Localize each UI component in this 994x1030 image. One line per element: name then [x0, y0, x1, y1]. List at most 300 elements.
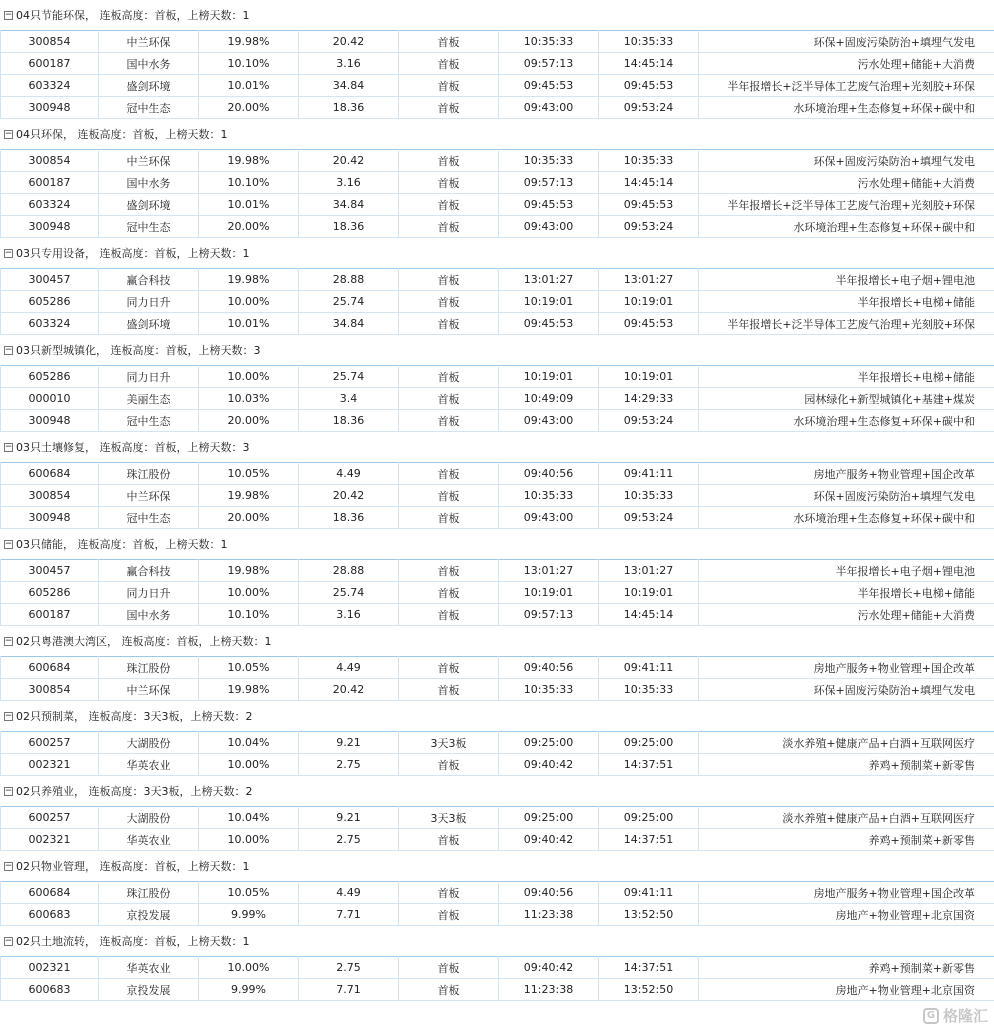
- last-limit-time-cell: 10:19:01: [599, 366, 699, 388]
- price-cell: 25.74: [299, 582, 399, 604]
- first-limit-time-cell: 09:57:13: [499, 604, 599, 626]
- sector-stock-table: [0, 806, 994, 851]
- concept-tags-cell: 污水处理+储能+大消费: [699, 172, 994, 194]
- table-row[interactable]: [1, 560, 994, 582]
- stock-code-cell: 002321: [1, 754, 99, 776]
- stock-code-cell: 600683: [1, 979, 99, 1001]
- last-limit-time-cell: 14:45:14: [599, 604, 699, 626]
- table-row[interactable]: [1, 829, 994, 851]
- last-limit-time-cell: 13:01:27: [599, 560, 699, 582]
- first-limit-time-cell: 11:23:38: [499, 904, 599, 926]
- board-height-cell: 首板: [399, 679, 499, 701]
- board-height-cell: 首板: [399, 194, 499, 216]
- table-row[interactable]: [1, 194, 994, 216]
- change-pct-cell: 19.98%: [199, 485, 299, 507]
- price-cell: 7.71: [299, 904, 399, 926]
- change-pct-cell: 10.01%: [199, 313, 299, 335]
- concept-tags-cell: 水环境治理+生态修复+环保+碳中和: [699, 97, 994, 119]
- stock-name-cell: 中兰环保: [99, 31, 199, 53]
- stock-name-cell: 京投发展: [99, 904, 199, 926]
- stock-code-cell: 605286: [1, 582, 99, 604]
- last-limit-time-cell: 10:35:33: [599, 150, 699, 172]
- sector-group: [0, 238, 994, 335]
- sector-stock-table: [0, 881, 994, 926]
- price-cell: 9.21: [299, 807, 399, 829]
- stock-code-cell: 300854: [1, 150, 99, 172]
- stock-code-cell: 300457: [1, 269, 99, 291]
- sector-group-header[interactable]: [0, 0, 994, 30]
- sector-group-title: 02只养殖业， 连板高度：3天3板，上榜天数：2: [16, 785, 253, 798]
- sector-group: [0, 926, 994, 1001]
- sector-stock-table: [0, 956, 994, 1001]
- sector-group-header[interactable]: [0, 926, 994, 956]
- collapse-toggle-icon[interactable]: −: [4, 247, 13, 258]
- collapse-toggle-icon[interactable]: −: [4, 441, 13, 452]
- first-limit-time-cell: 10:35:33: [499, 150, 599, 172]
- price-cell: 18.36: [299, 410, 399, 432]
- table-row[interactable]: [1, 269, 994, 291]
- board-height-cell: 首板: [399, 979, 499, 1001]
- board-height-cell: 首板: [399, 882, 499, 904]
- stock-code-cell: 300948: [1, 507, 99, 529]
- change-pct-cell: 10.00%: [199, 829, 299, 851]
- price-cell: 3.16: [299, 53, 399, 75]
- concept-tags-cell: 环保+固废污染防治+填埋气发电: [699, 150, 994, 172]
- table-row[interactable]: [1, 979, 994, 1001]
- table-row[interactable]: [1, 732, 994, 754]
- last-limit-time-cell: 09:53:24: [599, 410, 699, 432]
- stock-code-cell: 603324: [1, 194, 99, 216]
- board-height-cell: 首板: [399, 388, 499, 410]
- first-limit-time-cell: 09:25:00: [499, 807, 599, 829]
- price-cell: 34.84: [299, 75, 399, 97]
- collapse-toggle-icon[interactable]: −: [4, 9, 13, 20]
- table-row[interactable]: [1, 31, 994, 53]
- price-cell: 4.49: [299, 657, 399, 679]
- table-row[interactable]: [1, 75, 994, 97]
- change-pct-cell: 10.10%: [199, 604, 299, 626]
- change-pct-cell: 10.00%: [199, 291, 299, 313]
- change-pct-cell: 9.99%: [199, 979, 299, 1001]
- board-height-cell: 首板: [399, 582, 499, 604]
- stock-name-cell: 华英农业: [99, 829, 199, 851]
- board-height-cell: 3天3板: [399, 732, 499, 754]
- table-row[interactable]: [1, 53, 994, 75]
- price-cell: 28.88: [299, 560, 399, 582]
- last-limit-time-cell: 14:45:14: [599, 172, 699, 194]
- stock-name-cell: 盛剑环境: [99, 75, 199, 97]
- sector-group: [0, 701, 994, 776]
- change-pct-cell: 20.00%: [199, 507, 299, 529]
- last-limit-time-cell: 09:53:24: [599, 216, 699, 238]
- change-pct-cell: 10.05%: [199, 657, 299, 679]
- change-pct-cell: 19.98%: [199, 150, 299, 172]
- first-limit-time-cell: 10:19:01: [499, 366, 599, 388]
- concept-tags-cell: 水环境治理+生态修复+环保+碳中和: [699, 216, 994, 238]
- board-height-cell: 首板: [399, 366, 499, 388]
- concept-tags-cell: 养鸡+预制菜+新零售: [699, 829, 994, 851]
- first-limit-time-cell: 09:57:13: [499, 172, 599, 194]
- table-row[interactable]: [1, 904, 994, 926]
- sector-group: [0, 776, 994, 851]
- price-cell: 20.42: [299, 679, 399, 701]
- first-limit-time-cell: 09:40:56: [499, 657, 599, 679]
- price-cell: 34.84: [299, 313, 399, 335]
- watermark: [923, 1005, 988, 1026]
- sector-group-title: 03只专用设备， 连板高度：首板，上榜天数：1: [16, 247, 250, 260]
- sector-group-header[interactable]: [0, 238, 994, 268]
- table-row[interactable]: [1, 313, 994, 335]
- table-row[interactable]: [1, 485, 994, 507]
- stock-name-cell: 同力日升: [99, 291, 199, 313]
- price-cell: 28.88: [299, 269, 399, 291]
- stock-name-cell: 赢合科技: [99, 560, 199, 582]
- stock-code-cell: 605286: [1, 366, 99, 388]
- stock-name-cell: 盛剑环境: [99, 194, 199, 216]
- concept-tags-cell: 污水处理+储能+大消费: [699, 604, 994, 626]
- last-limit-time-cell: 13:52:50: [599, 904, 699, 926]
- last-limit-time-cell: 13:01:27: [599, 269, 699, 291]
- board-height-cell: 首板: [399, 75, 499, 97]
- last-limit-time-cell: 09:41:11: [599, 463, 699, 485]
- stock-name-cell: 珠江股份: [99, 463, 199, 485]
- first-limit-time-cell: 10:35:33: [499, 31, 599, 53]
- price-cell: 25.74: [299, 366, 399, 388]
- stock-code-cell: 600684: [1, 882, 99, 904]
- stock-name-cell: 大湖股份: [99, 732, 199, 754]
- sector-stock-table: [0, 149, 994, 238]
- sector-group-header[interactable]: [0, 851, 994, 881]
- stock-name-cell: 美丽生态: [99, 388, 199, 410]
- change-pct-cell: 19.98%: [199, 31, 299, 53]
- change-pct-cell: 19.98%: [199, 560, 299, 582]
- sector-group-title: 04只节能环保， 连板高度：首板，上榜天数：1: [16, 9, 250, 22]
- stock-name-cell: 京投发展: [99, 979, 199, 1001]
- change-pct-cell: 10.05%: [199, 882, 299, 904]
- sector-group-title: 02只预制菜， 连板高度：3天3板，上榜天数：2: [16, 710, 253, 723]
- stock-code-cell: 002321: [1, 957, 99, 979]
- stock-name-cell: 中兰环保: [99, 679, 199, 701]
- change-pct-cell: 10.00%: [199, 366, 299, 388]
- board-height-cell: 首板: [399, 291, 499, 313]
- board-height-cell: 首板: [399, 463, 499, 485]
- table-row[interactable]: [1, 754, 994, 776]
- first-limit-time-cell: 09:45:53: [499, 75, 599, 97]
- stock-code-cell: 300948: [1, 410, 99, 432]
- stock-name-cell: 珠江股份: [99, 657, 199, 679]
- last-limit-time-cell: 14:29:33: [599, 388, 699, 410]
- price-cell: 9.21: [299, 732, 399, 754]
- collapse-toggle-icon[interactable]: −: [4, 785, 13, 796]
- sector-group-header[interactable]: [0, 119, 994, 149]
- first-limit-time-cell: 09:43:00: [499, 97, 599, 119]
- concept-tags-cell: 环保+固废污染防治+填埋气发电: [699, 485, 994, 507]
- concept-tags-cell: 半年报增长+泛半导体工艺废气治理+光刻胶+环保: [699, 194, 994, 216]
- stock-name-cell: 冠中生态: [99, 507, 199, 529]
- watermark-text: 格隆汇: [942, 1007, 988, 1025]
- first-limit-time-cell: 13:01:27: [499, 560, 599, 582]
- board-height-cell: 首板: [399, 904, 499, 926]
- concept-tags-cell: 半年报增长+电梯+储能: [699, 582, 994, 604]
- concept-tags-cell: 半年报增长+电梯+储能: [699, 291, 994, 313]
- stock-code-cell: 002321: [1, 829, 99, 851]
- first-limit-time-cell: 09:40:56: [499, 882, 599, 904]
- concept-tags-cell: 半年报增长+泛半导体工艺废气治理+光刻胶+环保: [699, 313, 994, 335]
- change-pct-cell: 9.99%: [199, 904, 299, 926]
- price-cell: 3.16: [299, 604, 399, 626]
- stock-name-cell: 中兰环保: [99, 485, 199, 507]
- board-height-cell: 首板: [399, 31, 499, 53]
- price-cell: 4.49: [299, 463, 399, 485]
- sector-group: [0, 335, 994, 432]
- sector-group-header[interactable]: [0, 529, 994, 559]
- board-height-cell: 3天3板: [399, 807, 499, 829]
- last-limit-time-cell: 09:45:53: [599, 194, 699, 216]
- concept-tags-cell: 半年报增长+泛半导体工艺废气治理+光刻胶+环保: [699, 75, 994, 97]
- last-limit-time-cell: 14:45:14: [599, 53, 699, 75]
- first-limit-time-cell: 10:19:01: [499, 291, 599, 313]
- collapse-toggle-icon[interactable]: −: [4, 635, 13, 646]
- collapse-toggle-icon[interactable]: −: [4, 538, 13, 549]
- stock-name-cell: 华英农业: [99, 957, 199, 979]
- concept-tags-cell: 半年报增长+电子烟+锂电池: [699, 560, 994, 582]
- price-cell: 2.75: [299, 957, 399, 979]
- stock-code-cell: 603324: [1, 75, 99, 97]
- sector-stock-table: [0, 365, 994, 432]
- stock-code-cell: 603324: [1, 313, 99, 335]
- board-height-cell: 首板: [399, 560, 499, 582]
- price-cell: 25.74: [299, 291, 399, 313]
- table-row[interactable]: [1, 582, 994, 604]
- change-pct-cell: 10.00%: [199, 582, 299, 604]
- stock-code-cell: 600187: [1, 604, 99, 626]
- change-pct-cell: 10.01%: [199, 75, 299, 97]
- collapse-toggle-icon[interactable]: −: [4, 344, 13, 355]
- price-cell: 2.75: [299, 829, 399, 851]
- collapse-toggle-icon[interactable]: −: [4, 710, 13, 721]
- stock-code-cell: 300854: [1, 485, 99, 507]
- board-height-cell: 首板: [399, 53, 499, 75]
- table-row[interactable]: [1, 150, 994, 172]
- first-limit-time-cell: 09:40:42: [499, 957, 599, 979]
- sector-group-title: 04只环保， 连板高度：首板，上榜天数：1: [16, 128, 228, 141]
- table-row[interactable]: [1, 463, 994, 485]
- stock-code-cell: 600257: [1, 732, 99, 754]
- stock-name-cell: 冠中生态: [99, 97, 199, 119]
- watermark-logo-icon: G: [923, 1008, 939, 1024]
- last-limit-time-cell: 09:25:00: [599, 807, 699, 829]
- concept-tags-cell: 园林绿化+新型城镇化+基建+煤炭: [699, 388, 994, 410]
- change-pct-cell: 10.10%: [199, 53, 299, 75]
- table-row[interactable]: [1, 366, 994, 388]
- last-limit-time-cell: 10:19:01: [599, 582, 699, 604]
- change-pct-cell: 10.04%: [199, 807, 299, 829]
- stock-name-cell: 冠中生态: [99, 216, 199, 238]
- board-height-cell: 首板: [399, 150, 499, 172]
- stock-code-cell: 600684: [1, 657, 99, 679]
- stock-code-cell: 300948: [1, 97, 99, 119]
- board-height-cell: 首板: [399, 604, 499, 626]
- change-pct-cell: 10.10%: [199, 172, 299, 194]
- sector-group-title: 03只土壤修复， 连板高度：首板，上榜天数：3: [16, 441, 250, 454]
- table-row[interactable]: [1, 957, 994, 979]
- sector-group-title: 02只粤港澳大湾区， 连板高度：首板，上榜天数：1: [16, 635, 272, 648]
- concept-tags-cell: 半年报增长+电子烟+锂电池: [699, 269, 994, 291]
- sector-stock-table: [0, 559, 994, 626]
- stock-code-cell: 600257: [1, 807, 99, 829]
- stock-name-cell: 国中水务: [99, 172, 199, 194]
- first-limit-time-cell: 10:35:33: [499, 679, 599, 701]
- sector-group: [0, 851, 994, 926]
- concept-tags-cell: 污水处理+储能+大消费: [699, 53, 994, 75]
- concept-tags-cell: 房地产+物业管理+北京国资: [699, 979, 994, 1001]
- sector-group-header[interactable]: [0, 701, 994, 731]
- sector-group-title: 03只新型城镇化， 连板高度：首板，上榜天数：3: [16, 344, 261, 357]
- price-cell: 34.84: [299, 194, 399, 216]
- last-limit-time-cell: 10:35:33: [599, 31, 699, 53]
- stock-name-cell: 珠江股份: [99, 882, 199, 904]
- board-height-cell: 首板: [399, 657, 499, 679]
- first-limit-time-cell: 09:45:53: [499, 194, 599, 216]
- price-cell: 20.42: [299, 150, 399, 172]
- table-row[interactable]: [1, 679, 994, 701]
- concept-tags-cell: 环保+固废污染防治+填埋气发电: [699, 31, 994, 53]
- change-pct-cell: 20.00%: [199, 410, 299, 432]
- sector-group-header[interactable]: [0, 335, 994, 365]
- change-pct-cell: 10.00%: [199, 754, 299, 776]
- last-limit-time-cell: 09:41:11: [599, 882, 699, 904]
- last-limit-time-cell: 10:19:01: [599, 291, 699, 313]
- stock-name-cell: 同力日升: [99, 366, 199, 388]
- board-height-cell: 首板: [399, 97, 499, 119]
- first-limit-time-cell: 09:25:00: [499, 732, 599, 754]
- last-limit-time-cell: 10:35:33: [599, 679, 699, 701]
- concept-tags-cell: 房地产服务+物业管理+国企改革: [699, 657, 994, 679]
- board-height-cell: 首板: [399, 957, 499, 979]
- sector-group-title: 02只物业管理， 连板高度：首板，上榜天数：1: [16, 860, 250, 873]
- stock-name-cell: 赢合科技: [99, 269, 199, 291]
- stock-name-cell: 大湖股份: [99, 807, 199, 829]
- concept-tags-cell: 养鸡+预制菜+新零售: [699, 957, 994, 979]
- table-row[interactable]: [1, 807, 994, 829]
- collapse-toggle-icon[interactable]: −: [4, 935, 13, 946]
- first-limit-time-cell: 10:49:09: [499, 388, 599, 410]
- change-pct-cell: 10.00%: [199, 957, 299, 979]
- last-limit-time-cell: 14:37:51: [599, 957, 699, 979]
- board-height-cell: 首板: [399, 313, 499, 335]
- first-limit-time-cell: 09:40:56: [499, 463, 599, 485]
- concept-tags-cell: 养鸡+预制菜+新零售: [699, 754, 994, 776]
- table-row[interactable]: [1, 97, 994, 119]
- board-height-cell: 首板: [399, 507, 499, 529]
- sector-group: [0, 0, 994, 119]
- last-limit-time-cell: 14:37:51: [599, 754, 699, 776]
- sector-stock-table: [0, 462, 994, 529]
- last-limit-time-cell: 09:45:53: [599, 75, 699, 97]
- board-height-cell: 首板: [399, 829, 499, 851]
- sector-stock-table: [0, 731, 994, 776]
- stock-code-cell: 300854: [1, 679, 99, 701]
- price-cell: 20.42: [299, 31, 399, 53]
- concept-tags-cell: 房地产+物业管理+北京国资: [699, 904, 994, 926]
- table-row[interactable]: [1, 388, 994, 410]
- price-cell: 18.36: [299, 97, 399, 119]
- stock-code-cell: 600187: [1, 53, 99, 75]
- change-pct-cell: 10.01%: [199, 194, 299, 216]
- first-limit-time-cell: 10:19:01: [499, 582, 599, 604]
- change-pct-cell: 20.00%: [199, 216, 299, 238]
- first-limit-time-cell: 10:35:33: [499, 485, 599, 507]
- table-row[interactable]: [1, 172, 994, 194]
- stock-code-cell: 600684: [1, 463, 99, 485]
- last-limit-time-cell: 09:53:24: [599, 97, 699, 119]
- change-pct-cell: 10.03%: [199, 388, 299, 410]
- board-height-cell: 首板: [399, 485, 499, 507]
- concept-tags-cell: 房地产服务+物业管理+国企改革: [699, 463, 994, 485]
- first-limit-time-cell: 09:40:42: [499, 829, 599, 851]
- sector-group: [0, 119, 994, 238]
- stock-name-cell: 盛剑环境: [99, 313, 199, 335]
- table-row[interactable]: [1, 604, 994, 626]
- board-height-cell: 首板: [399, 172, 499, 194]
- price-cell: 18.36: [299, 507, 399, 529]
- stock-code-cell: 605286: [1, 291, 99, 313]
- board-height-cell: 首板: [399, 754, 499, 776]
- collapse-toggle-icon[interactable]: −: [4, 860, 13, 871]
- table-row[interactable]: [1, 216, 994, 238]
- stock-name-cell: 国中水务: [99, 53, 199, 75]
- stock-code-cell: 000010: [1, 388, 99, 410]
- table-row[interactable]: [1, 291, 994, 313]
- table-row[interactable]: [1, 657, 994, 679]
- change-pct-cell: 10.04%: [199, 732, 299, 754]
- sector-group: [0, 432, 994, 529]
- first-limit-time-cell: 09:43:00: [499, 507, 599, 529]
- stock-name-cell: 中兰环保: [99, 150, 199, 172]
- stock-code-cell: 300457: [1, 560, 99, 582]
- last-limit-time-cell: 10:35:33: [599, 485, 699, 507]
- last-limit-time-cell: 09:45:53: [599, 313, 699, 335]
- collapse-toggle-icon[interactable]: −: [4, 128, 13, 139]
- concept-tags-cell: 淡水养殖+健康产品+白酒+互联网医疗: [699, 732, 994, 754]
- price-cell: 20.42: [299, 485, 399, 507]
- stock-name-cell: 国中水务: [99, 604, 199, 626]
- table-row[interactable]: [1, 507, 994, 529]
- price-cell: 7.71: [299, 979, 399, 1001]
- concept-tags-cell: 房地产服务+物业管理+国企改革: [699, 882, 994, 904]
- sector-group-title: 03只储能， 连板高度：首板，上榜天数：1: [16, 538, 228, 551]
- sector-group-header[interactable]: [0, 776, 994, 806]
- price-cell: 18.36: [299, 216, 399, 238]
- concept-tags-cell: 水环境治理+生态修复+环保+碳中和: [699, 410, 994, 432]
- stock-code-cell: 600683: [1, 904, 99, 926]
- first-limit-time-cell: 09:40:42: [499, 754, 599, 776]
- first-limit-time-cell: 09:43:00: [499, 410, 599, 432]
- sector-group: [0, 529, 994, 626]
- table-row[interactable]: [1, 410, 994, 432]
- first-limit-time-cell: 11:23:38: [499, 979, 599, 1001]
- first-limit-time-cell: 13:01:27: [499, 269, 599, 291]
- stock-name-cell: 同力日升: [99, 582, 199, 604]
- sector-group-title: 02只土地流转， 连板高度：首板，上榜天数：1: [16, 935, 250, 948]
- first-limit-time-cell: 09:57:13: [499, 53, 599, 75]
- sector-group-header[interactable]: [0, 626, 994, 656]
- price-cell: 3.16: [299, 172, 399, 194]
- first-limit-time-cell: 09:43:00: [499, 216, 599, 238]
- sector-group-header[interactable]: [0, 432, 994, 462]
- last-limit-time-cell: 09:53:24: [599, 507, 699, 529]
- table-row[interactable]: [1, 882, 994, 904]
